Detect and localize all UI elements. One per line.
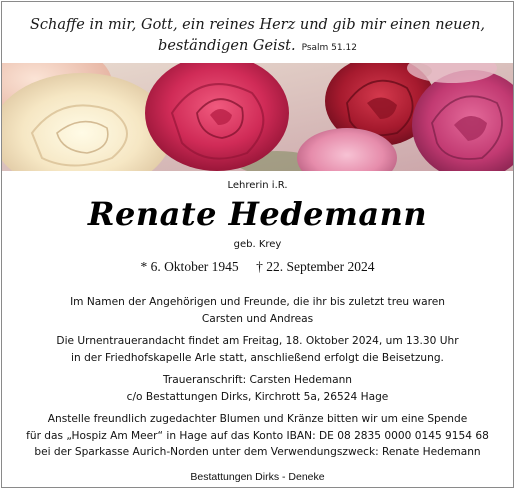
quote-reference: Psalm 51.12 — [301, 43, 357, 53]
service-line-2: in der Friedhofskapelle Arle statt, anschließend erfolgt die Beisetzung. — [71, 351, 444, 364]
address-line-2: c/o Bestattungen Dirks, Kirchrott 5a, 26524 Hage — [126, 390, 389, 403]
maiden-name: geb. Krey — [233, 239, 282, 250]
life-dates — [2, 258, 513, 275]
birth-date: * 6. Oktober 1945 — [140, 259, 239, 274]
donation-line-2: für das „Hospiz Am Meer“ in Hage auf das Konto IBAN: DE 08 2835 0000 0145 9154 68 — [26, 429, 489, 442]
address-paragraph — [2, 372, 513, 405]
quote-line-2 — [2, 36, 513, 59]
death-date: † 22. September 2024 — [256, 259, 375, 274]
service-line-1: Die Urnentrauerandacht findet am Freitag, 18. Oktober 2024, um 13.30 Uhr — [56, 335, 459, 347]
occupation-title: Lehrerin i.R. — [227, 180, 288, 191]
roses-illustration — [2, 63, 513, 171]
mourners-line-2: Carsten und Andreas — [201, 312, 314, 325]
roses-image — [2, 63, 513, 171]
quote-line-2-text: beständigen Geist. — [158, 38, 296, 54]
donation-line-3: bei der Sparkasse Aurich-Norden unter dem Verwendungszweck: Renate Hedemann — [34, 446, 481, 458]
undertaker-footer: Bestattungen Dirks - Deneke — [190, 471, 325, 483]
mourners-paragraph — [2, 294, 513, 327]
service-paragraph — [2, 333, 513, 366]
mourners-line-1: Im Namen der Angehörigen und Freunde, die ihr bis zuletzt treu waren — [70, 296, 445, 308]
donation-paragraph — [2, 411, 513, 461]
quote-line-1: Schaffe in mir, Gott, ein reines Herz und gib mir einen neuen, — [29, 17, 486, 33]
obituary-card — [1, 1, 514, 488]
donation-line-1: Anstelle freundlich zugedachter Blumen und Kränze bitten wir um eine Spende — [47, 413, 468, 425]
bible-quote — [2, 15, 513, 59]
address-line-1: Traueranschrift: Carsten Hedemann — [162, 374, 353, 386]
deceased-name: Renate Hedemann — [87, 195, 428, 233]
